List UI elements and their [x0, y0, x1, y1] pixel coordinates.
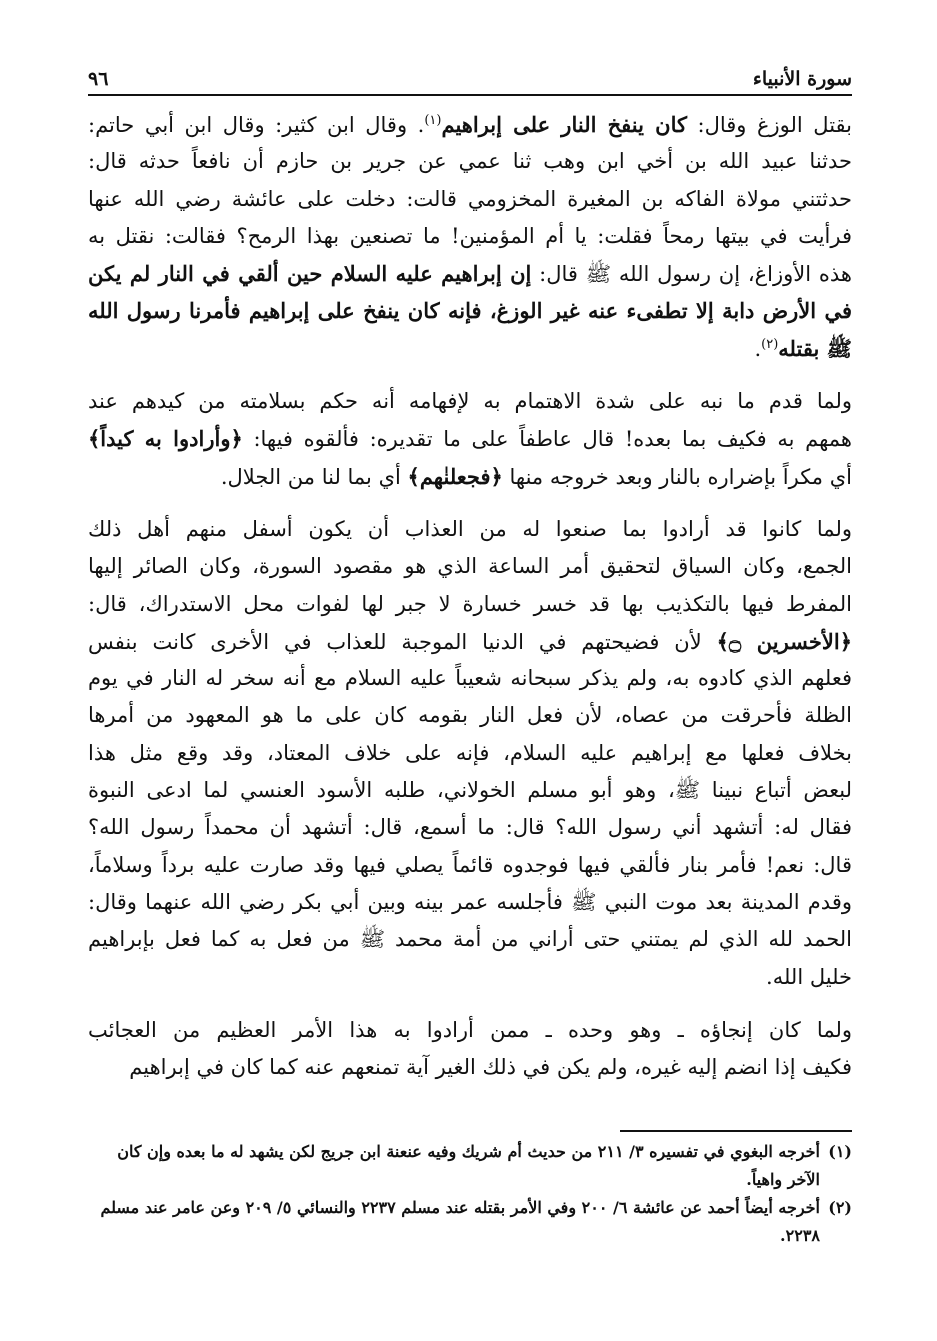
paragraph — [88, 1012, 852, 1087]
bold-text: في الأرض دابة إلا تطفىء عنه غير الوزغ، فإنه كان ينفخ على إبراهيم فأمرنا رسول الله — [88, 298, 852, 324]
surah-title: سورة الأنبياء — [752, 68, 852, 90]
text-segment: الجمع، وكان السياق لتحقيق أمر الساعة الذي هو مقصود السورة، وكان الصائر إليها — [88, 554, 852, 579]
text-line — [88, 1049, 852, 1086]
footnote-2 — [88, 1194, 852, 1250]
bold-text: ﴿وأرادوا به كيداً﴾ — [88, 426, 243, 452]
text-segment: لأن فضيحتهم في الدنيا الموجبة للعذاب في الأخرى كانت بنفس — [88, 629, 717, 654]
text-segment: لبعض أتباع نبينا ﷺ، وهو أبو مسلم الخولاني، طلبه الأسود العنسي لما ادعى النبوة — [88, 778, 852, 803]
text-line — [88, 106, 852, 143]
text-line — [88, 292, 852, 329]
footnote-marker: (١) — [828, 1142, 852, 1162]
footnote-reference: (٢) — [761, 336, 779, 352]
footnote-marker: (٢) — [828, 1198, 852, 1218]
footnote-text: أخرجه البغوي في تفسيره ٣/ ٢١١ من حديث أم شريك وفيه عنعنة ابن جريج لكن يشهد له ما بعده وإن كان الآخر واهياً. — [117, 1142, 820, 1190]
bold-text: ﷺ بقتله — [778, 335, 852, 361]
text-line — [88, 921, 852, 958]
text-line — [88, 959, 852, 996]
text-line — [88, 548, 852, 585]
paragraph — [88, 511, 852, 996]
text-segment: ولما قدم ما نبه على شدة الاهتمام به لإفهامه أنه حكم بسلامته من كيدهم عند — [88, 389, 852, 414]
bold-text: ﴿الأخسرين ۝﴾ — [716, 628, 852, 654]
text-line — [88, 218, 852, 255]
bold-text: كان ينفخ النار على إبراهيم — [441, 112, 687, 137]
paragraph — [88, 383, 852, 495]
text-segment: فرأيت في بيتها رمحاً فقلت: يا أم المؤمنين! ما تصنعين بهذا الرمح؟ فقالت: نقتل به — [88, 223, 852, 248]
text-segment: فكيف إذا انضم إليه غيره، ولم يكن في ذلك الغير آية تمنعهم عنه كما كان في إبراهيم — [129, 1055, 852, 1080]
text-line — [88, 697, 852, 734]
text-segment: حدثنا عبيد الله بن أخي ابن وهب ثنا عمي عن جرير بن حازم أن نافعاً حدثه قال: — [88, 149, 852, 174]
text-segment: ولما كان إنجاؤه ـ وهو وحده ـ ممن أرادوا به هذا الأمر العظيم من العجائب — [88, 1017, 852, 1042]
text-segment: الحمد لله الذي لم يمتني حتى أراني من أمة محمد ﷺ من فعل به كما فعل بإبراهيم — [88, 927, 852, 952]
text-segment: همهم به فكيف بما بعده! قال عاطفاً على ما تقديره: فألقوه فيها: — [242, 427, 852, 452]
text-segment: خليل الله. — [766, 964, 852, 989]
text-line — [88, 255, 852, 292]
text-line — [88, 847, 852, 884]
text-line — [88, 1012, 852, 1049]
text-segment: أي مكراً بإضراره بالنار وبعد خروجه منها — [502, 464, 852, 489]
text-line — [88, 181, 852, 218]
text-line — [88, 420, 852, 457]
text-segment: ولما كانوا قد أرادوا بما صنعوا له من العذاب أن يكون أسفل منهم أهل ذلك — [88, 516, 852, 541]
text-line — [88, 330, 852, 367]
footnotes — [88, 1138, 852, 1250]
text-line — [88, 383, 852, 420]
book-page — [88, 58, 852, 1250]
bold-text: إن إبراهيم عليه السلام حين ألقي في النار لم يكن — [88, 261, 532, 287]
text-segment: بخلاف فعلها مع إبراهيم عليه السلام، فإنه على خلاف المعتاد، وقد وقع مثل هذا — [88, 740, 852, 765]
text-line — [88, 809, 852, 846]
text-line — [88, 586, 852, 623]
footnote-divider — [620, 1130, 852, 1132]
text-segment: حدثتني مولاة الفاكه بن المغيرة المخزومي قالت: دخلت على عائشة رضي الله عنها — [88, 186, 852, 211]
text-line — [88, 623, 852, 660]
text-segment: فعلهم الذي كادوه به، ولم يذكر سبحانه شعيباً عليه السلام مع أنه سخر له النار في يوم — [88, 666, 852, 691]
text-segment: . وقال ابن كثير: وقال ابن أبي حاتم: — [88, 113, 425, 137]
page-number: ٩٦ — [88, 68, 109, 90]
footnote-1 — [88, 1138, 852, 1194]
footnote-text: أخرجه أيضاً أحمد عن عائشة ٦/ ٢٠٠ وفي الأمر بقتله عند مسلم ٢٢٣٧ والنسائي ٥/ ٢٠٩ وعن عامر عند مسلم ٢٢٣٨. — [100, 1198, 820, 1246]
main-text — [88, 106, 852, 1086]
text-line — [88, 735, 852, 772]
page-header — [88, 58, 852, 96]
text-line — [88, 660, 852, 697]
paragraph — [88, 106, 852, 367]
text-segment: أي بما لنا من الجلال. — [220, 464, 408, 489]
text-segment: فقال له: أتشهد أني رسول الله؟ قال: ما أسمع، قال: أتشهد أن محمداً رسول الله؟ — [88, 815, 852, 840]
text-segment: قال: نعم! فأمر بنار فألقي فيها فوجدوه قائماً يصلي فيها وقد صارت عليه برداً وسلاماً، — [88, 852, 852, 877]
text-line — [88, 884, 852, 921]
text-line — [88, 772, 852, 809]
text-line — [88, 511, 852, 548]
text-segment: . — [754, 336, 762, 361]
text-segment: الظلة فأحرقت من عصاه، لأن فعل النار بقومه كان على ما هو المعهود من أمرها — [88, 703, 852, 728]
text-segment: هذه الأوزاغ، إن رسول الله ﷺ قال: — [531, 262, 852, 287]
text-segment: المفرط فيها بالتكذيب بها قد خسر خسارة لا جبر لها لفوات محل الاستدراك، قال: — [88, 591, 852, 616]
bold-text: ﴿فجعلنٰهم﴾ — [407, 463, 503, 489]
text-segment: بقتل الوزغ وقال: — [686, 113, 853, 137]
text-segment: وقدم المدينة بعد موت النبي ﷺ فأجلسه عمر بينه وبين أبي بكر رضي الله عنهما وقال: — [88, 889, 852, 914]
text-line — [88, 458, 852, 495]
footnote-reference: (١) — [424, 113, 442, 128]
text-line — [88, 143, 852, 180]
